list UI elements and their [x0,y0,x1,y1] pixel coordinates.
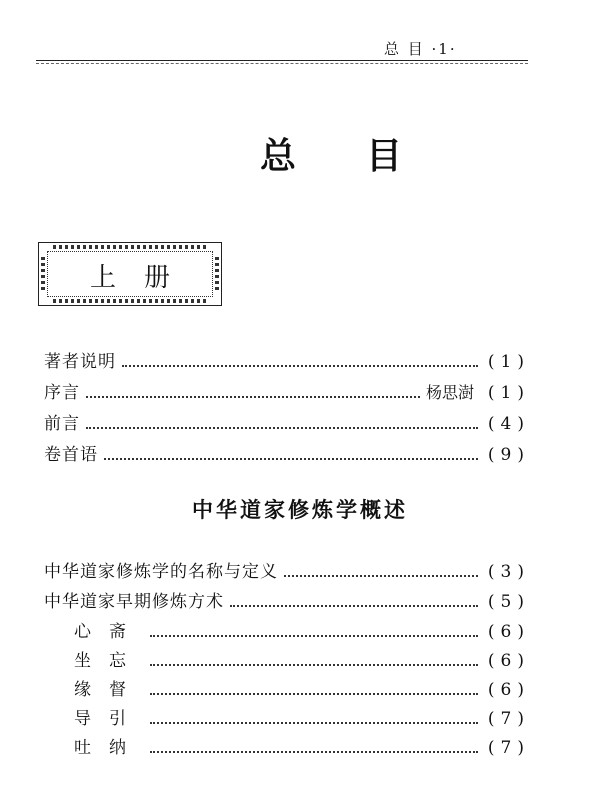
toc-subentry-title: 导引 [74,709,144,729]
toc-entry[interactable] [44,556,530,582]
toc-subentry[interactable] [74,645,530,671]
dot-leader [150,751,478,753]
toc-subentry[interactable] [74,703,530,729]
dot-leader [150,664,478,666]
toc-entry-page: (3) [487,562,530,582]
toc-entry-title: 卷首语 [44,445,98,465]
dot-leader [150,722,478,724]
toc-entry[interactable] [44,346,530,372]
dot-leader [230,605,478,607]
toc-entry-page: (1) [487,383,530,403]
toc-subentry[interactable] [74,616,530,642]
toc-entry-title: 著者说明 [44,352,116,372]
toc-entry-page: (5) [487,592,530,612]
dot-leader [150,635,478,637]
toc-subentry-page: (7) [487,738,530,758]
toc-entry-page: (4) [487,414,530,434]
dot-leader [104,458,478,460]
toc-entry[interactable] [44,408,530,434]
header-rule [36,60,528,61]
toc-subentry-page: (7) [487,709,530,729]
toc-entry-title: 前言 [44,414,80,434]
toc-subentry[interactable] [74,732,530,758]
header-rule-dashed [36,63,528,64]
toc-entry[interactable] [44,377,530,403]
toc-subentry[interactable] [74,674,530,700]
page-title: 总目 [260,135,473,177]
toc-subentry-title: 吐纳 [74,738,144,758]
dot-leader [122,365,478,367]
toc-subentry-page: (6) [487,651,530,671]
toc-entry-author: 杨思澍 [425,383,474,402]
badge-border-ornament-top [53,245,207,249]
volume-label: 上册 [89,263,198,293]
toc-entry-page: (1) [487,352,530,372]
toc-subentry-title: 心斋 [74,622,144,642]
badge-border-ornament-bottom [53,299,207,303]
dot-leader [86,396,420,398]
toc-entry-title: 序言 [44,383,80,403]
toc-entry-title: 中华道家早期修炼方术 [44,592,224,612]
toc-entry[interactable] [44,586,530,612]
running-header [0,38,600,58]
dot-leader [150,693,478,695]
dot-leader [86,427,478,429]
volume-badge [38,242,222,306]
toc-entry-page: (9) [487,445,530,465]
toc-subentry-page: (6) [487,622,530,642]
toc-entry-title: 中华道家修炼学的名称与定义 [44,562,278,582]
toc-entry[interactable] [44,439,530,465]
toc-subentry-page: (6) [487,680,530,700]
toc-subentry-title: 缘督 [74,680,144,700]
dot-leader [284,575,478,577]
toc-subentry-title: 坐忘 [74,651,144,671]
section-heading: 中华道家修炼学概述 [192,497,408,522]
running-header-text: 总 目 ·1· [384,40,457,58]
